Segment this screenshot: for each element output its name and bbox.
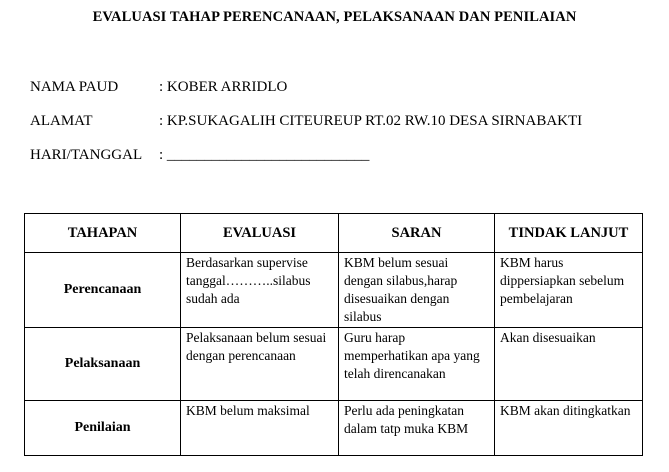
document-title: EVALUASI TAHAP PERENCANAAN, PELAKSANAAN DAN PENILAIAN (92, 9, 577, 25)
cell-saran: Perlu ada peningkatan dalam tatp muka KBM (339, 401, 495, 456)
cell-tahapan: Perencanaan (25, 253, 181, 328)
header-evaluasi: EVALUASI (181, 214, 339, 253)
table-row (25, 401, 643, 456)
table-header-row (25, 214, 643, 253)
cell-tindak-lanjut: KBM harus dippersiapkan sebelum pembelajaran (495, 253, 643, 328)
cell-tindak-lanjut: KBM akan ditingkatkan (495, 401, 643, 456)
cell-evaluasi: KBM belum maksimal (181, 401, 339, 456)
cell-evaluasi: Berdasarkan supervise tanggal………..silabus sudah ada (181, 253, 339, 328)
alamat-value: : KP.SUKAGALIH CITEUREUP RT.02 RW.10 DESA SIRNABAKTI (159, 113, 583, 129)
cell-tahapan: Penilaian (25, 401, 181, 456)
nama-paud-value: : KOBER ARRIDLO (159, 79, 288, 95)
alamat-label: ALAMAT (30, 113, 93, 129)
cell-saran: KBM belum sesuai dengan silabus,harap disesuaikan dengan silabus (339, 253, 495, 328)
cell-tindak-lanjut: Akan disesuaikan (495, 328, 643, 401)
cell-saran: Guru harap memperhatikan apa yang telah direncanakan (339, 328, 495, 401)
header-tahapan: TAHAPAN (25, 214, 181, 253)
header-saran: SARAN (339, 214, 495, 253)
table-row (25, 253, 643, 328)
hari-tanggal-label: HARI/TANGGAL (30, 147, 143, 163)
cell-evaluasi: Pelaksanaan belum sesuai dengan perencanaan (181, 328, 339, 401)
evaluation-table (24, 213, 643, 456)
header-tindak-lanjut: TINDAK LANJUT (495, 214, 643, 253)
hari-tanggal-value: : ___________________________ (159, 147, 370, 163)
table-row (25, 328, 643, 401)
cell-tahapan: Pelaksanaan (25, 328, 181, 401)
nama-paud-label: NAMA PAUD (30, 79, 119, 95)
